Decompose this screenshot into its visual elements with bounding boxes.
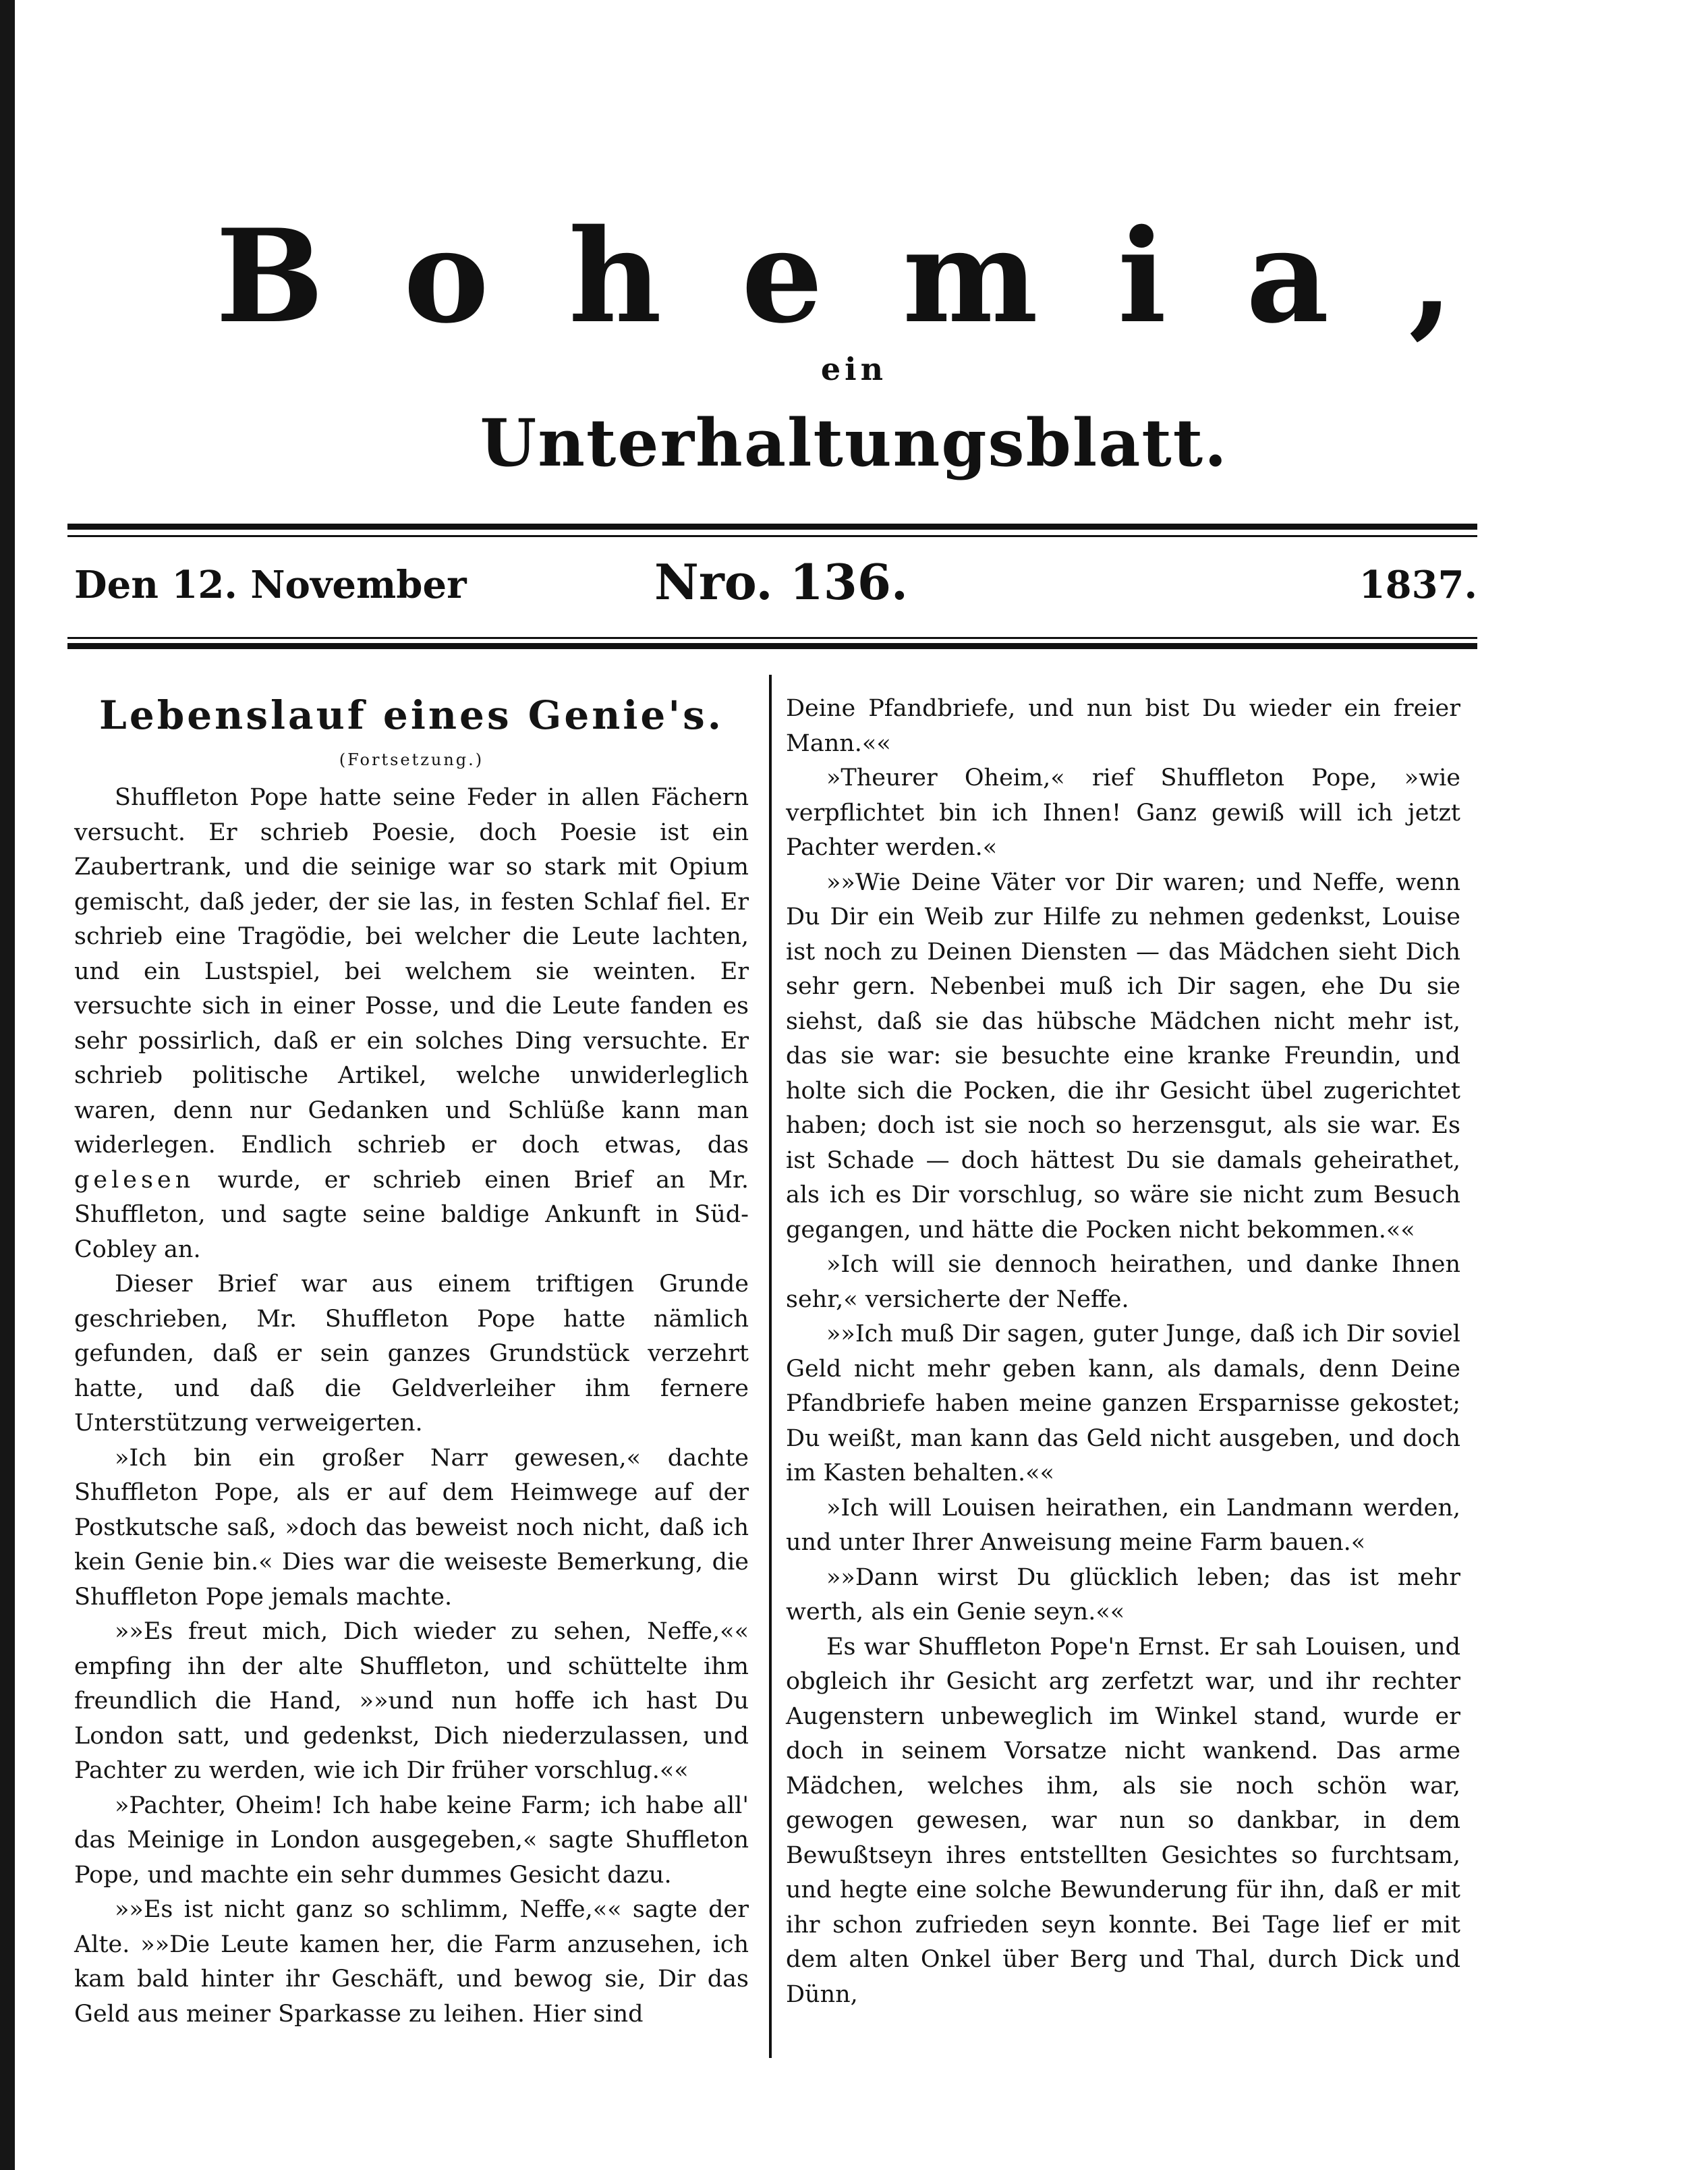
- paragraph: »»Ich muß Dir sagen, guter Junge, daß ich Dir soviel Geld nicht mehr geben kann, als damals, denn Deine Pfandbriefe haben meine ganzen Ersparnisse gekostet; Du weißt, man kann das Geld nicht ausgeben, und doch im Kasten behalten.««: [786, 1320, 1460, 1486]
- right-column: [786, 692, 1460, 2012]
- paragraph: Dieser Brief war aus einem triftigen Grunde geschrieben, Mr. Shuffleton Pope hatte nämlich gefunden, daß er sein ganzes Grundstück verzehrt hatte, und daß die Geldverleiher ihm fernere Unterstützung verweigerten.: [74, 1271, 749, 1437]
- dateline: [74, 553, 1477, 614]
- article-continuation-note: (Fortsetzung.): [339, 750, 484, 769]
- paragraph: »»Es ist nicht ganz so schlimm, Neffe,«« sagte der Alte. »»Die Leute kamen her, die Farm anzusehen, ich kam bald hinter ihr Geschäft, und bewog sie, Dir das Geld aus meiner Sparkasse zu leihen. Hier sind: [74, 1896, 749, 2028]
- rule-bottom-thin: [67, 637, 1477, 639]
- rule-bottom-thick: [67, 643, 1477, 649]
- left-column: [74, 692, 749, 2032]
- paragraph: »Ich bin ein großer Narr gewesen,« dachte Shuffleton Pope, als er auf dem Heimwege auf der Postkutsche saß, »doch das beweist noch nicht, daß ich kein Genie bin.« Dies war die weiseste Bemerkung, die Shuffleton Pope jemals machte.: [74, 1444, 749, 1611]
- issue-date: Den 12. November: [74, 563, 467, 607]
- rule-top-thick: [67, 524, 1477, 530]
- paragraph: »Pachter, Oheim! Ich habe keine Farm; ich habe all' das Meinige in London ausgegeben,« sagte Shuffleton Pope, und machte ein sehr dummes Gesicht dazu.: [74, 1791, 749, 1889]
- paragraph-text: wurde, er schrieb einen Brief an Mr. Shuffleton, und sagte seine baldige Ankunft in Süd-Cobley an.: [74, 1166, 749, 1263]
- paragraph: Es war Shuffleton Pope'n Ernst. Er sah Louisen, und obgleich ihr Gesicht arg zerfetzt war, und ihr rechter Augenstern unbeweglich im Winkel stand, wurde er doch in seinem Vorsatze nicht wankend. Das arme Mädchen, welches ihm, als sie noch schön war, gewogen gewesen, war nun so dankbar, in dem Bewußtseyn ihres entstellten Gesichtes so furchtsam, und hegte eine solche Bewunderung für ihn, daß er mit ihr schon zufrieden seyn konnte. Bei Tage lief er mit dem alten Onkel über Berg und Thal, durch Dick und Dünn,: [786, 1633, 1460, 2008]
- article-title: Lebenslauf eines Genie's.: [99, 692, 724, 738]
- issue-number: Nro. 136.: [654, 553, 908, 611]
- paragraph: »Ich will Louisen heirathen, ein Landmann werden, und unter Ihrer Anweisung meine Farm bauen.«: [786, 1494, 1460, 1556]
- masthead-title: Bohemia,: [215, 201, 1533, 352]
- paragraph: »Ich will sie dennoch heirathen, und danke Ihnen sehr,« versicherte der Neffe.: [786, 1251, 1460, 1313]
- masthead-subtitle: Unterhaltungsblatt.: [480, 405, 1228, 481]
- paragraph: »»Wie Deine Väter vor Dir waren; und Neffe, wenn Du Dir ein Weib zur Hilfe zu nehmen gedenkst, Louise ist noch zu Deinen Diensten — das Mädchen sieht Dich sehr gern. Nebenbei muß ich Dir sagen, ehe Du sie siehst, daß sie das hübsche Mädchen nicht mehr ist, das sie war: sie besuchte eine kranke Freundin, und holte sich die Pocken, die ihr Gesicht übel zugerichtet haben; doch ist sie noch so herzensgut, als sie war. Es ist Schade — doch hättest Du sie damals geheirathet, als ich es Dir vorschlug, so wäre sie nicht zum Besuch gegangen, und hätte die Pocken nicht bekommen.««: [786, 868, 1460, 1244]
- column-divider: [769, 675, 772, 2058]
- paragraph: »»Es freut mich, Dich wieder zu sehen, Neffe,«« empfing ihn der alte Shuffleton, und schüttelte ihm freundlich die Hand, »»und nun hoffe ich hast Du London satt, und gedenkst, Dich niederzulassen, und Pachter zu werden, wie ich Dir früher vorschlug.««: [74, 1618, 749, 1784]
- paragraph: »»Dann wirst Du glücklich leben; das ist mehr werth, als ein Genie seyn.««: [786, 1563, 1460, 1625]
- rule-top-thin: [67, 535, 1477, 537]
- paragraph: »Theurer Oheim,« rief Shuffleton Pope, »wie verpflichtet bin ich Ihnen! Ganz gewiß will ich jetzt Pachter werden.«: [786, 764, 1460, 861]
- issue-year: 1837.: [1359, 563, 1477, 607]
- paragraph: Deine Pfandbriefe, und nun bist Du wieder ein freier Mann.««: [786, 695, 1460, 757]
- paragraph-text: Shuffleton Pope hatte seine Feder in allen Fächern versucht. Er schrieb Poesie, doch Poesie ist ein Zaubertrank, und die seinige war so stark mit Opium gemischt, daß jeder, der sie las, in festen Schlaf fiel. Er schrieb eine Tragödie, bei welcher die Leute lachten, und ein Lustspiel, bei welchem sie weinten. Er versuchte sich in einer Posse, und die Leute fanden es sehr possirlich, daß er ein solches Ding versuchte. Er schrieb politische Artikel, welche unwiderleglich waren, denn nur Gedanken und Schlüße kann man widerlegen. Endlich schrieb er doch etwas, das: [74, 784, 749, 1159]
- paragraph: [74, 781, 749, 1267]
- emphasized-word: gelesen: [74, 1166, 195, 1194]
- masthead-sub: ein: [820, 351, 888, 387]
